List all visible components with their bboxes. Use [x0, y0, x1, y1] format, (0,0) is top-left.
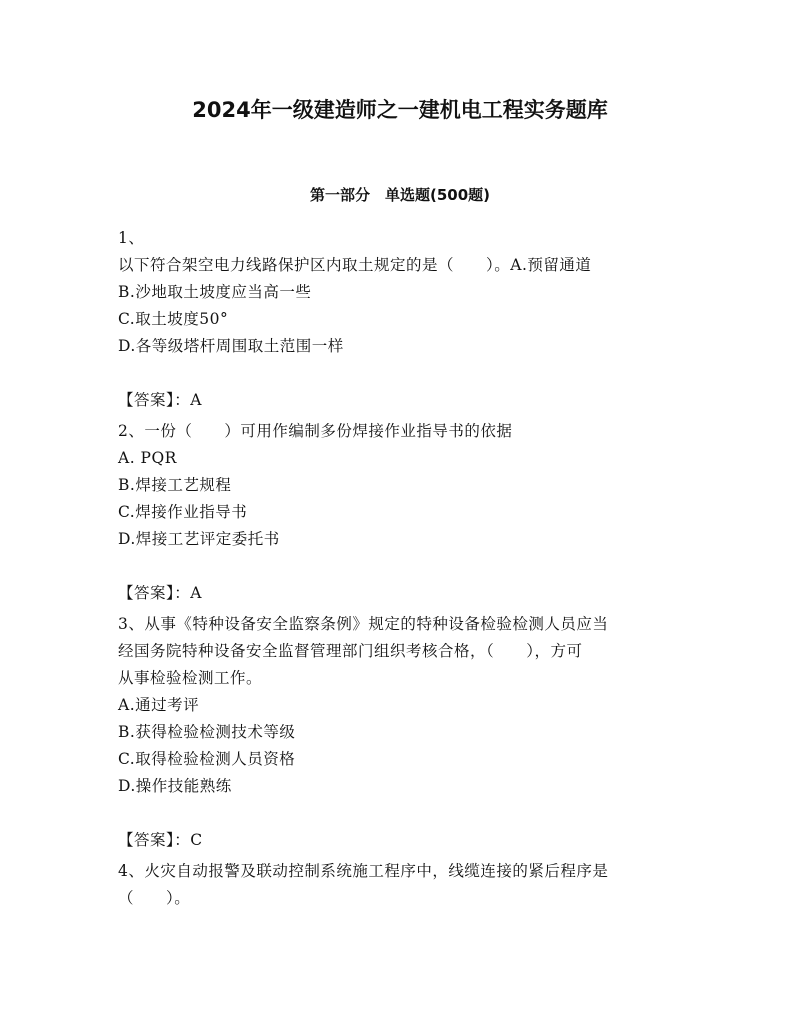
section-heading: 第一部分 单选题(500题) — [309, 186, 491, 204]
option-c: C.焊接作业指导书 — [118, 503, 248, 521]
question-stem: 以下符合架空电力线路保护区内取土规定的是（ ）。A.预留通道 — [118, 256, 592, 274]
question-1 — [118, 225, 688, 418]
question-stem: （ ）。 — [118, 889, 191, 907]
option-d: D.焊接工艺评定委托书 — [118, 530, 280, 548]
question-list — [118, 225, 688, 912]
document-title: 2024年一级建造师之一建机电工程实务题库 — [192, 98, 608, 122]
answer-line: 【答案】：C — [118, 831, 203, 849]
question-stem: 经国务院特种设备安全监督管理部门组织考核合格，（ ），方可 — [118, 642, 583, 660]
option-c: C.取得检验检测人员资格 — [118, 750, 296, 768]
question-number: 1、 — [118, 229, 145, 247]
question-3 — [118, 611, 688, 858]
option-b: B.沙地取土坡度应当高一些 — [118, 283, 312, 301]
option-a: A. PQR — [118, 449, 177, 467]
question-2 — [118, 418, 688, 611]
answer-line: 【答案】：A — [118, 584, 202, 602]
option-d: D.操作技能熟练 — [118, 777, 232, 795]
question-stem: 3、从事《特种设备安全监察条例》规定的特种设备检验检测人员应当 — [118, 615, 609, 633]
question-stem: 2、一份（ ）可用作编制多份焊接作业指导书的依据 — [118, 422, 513, 440]
question-stem: 4、火灾自动报警及联动控制系统施工程序中，线缆连接的紧后程序是 — [118, 862, 609, 880]
option-b: B.获得检验检测技术等级 — [118, 723, 296, 741]
option-a: A.通过考评 — [118, 696, 200, 714]
option-b: B.焊接工艺规程 — [118, 476, 232, 494]
answer-line: 【答案】：A — [118, 391, 202, 409]
option-d: D.各等级塔杆周围取土范围一样 — [118, 337, 344, 355]
question-stem: 从事检验检测工作。 — [118, 669, 263, 687]
option-c: C.取土坡度50° — [118, 310, 229, 328]
question-4 — [118, 858, 688, 912]
